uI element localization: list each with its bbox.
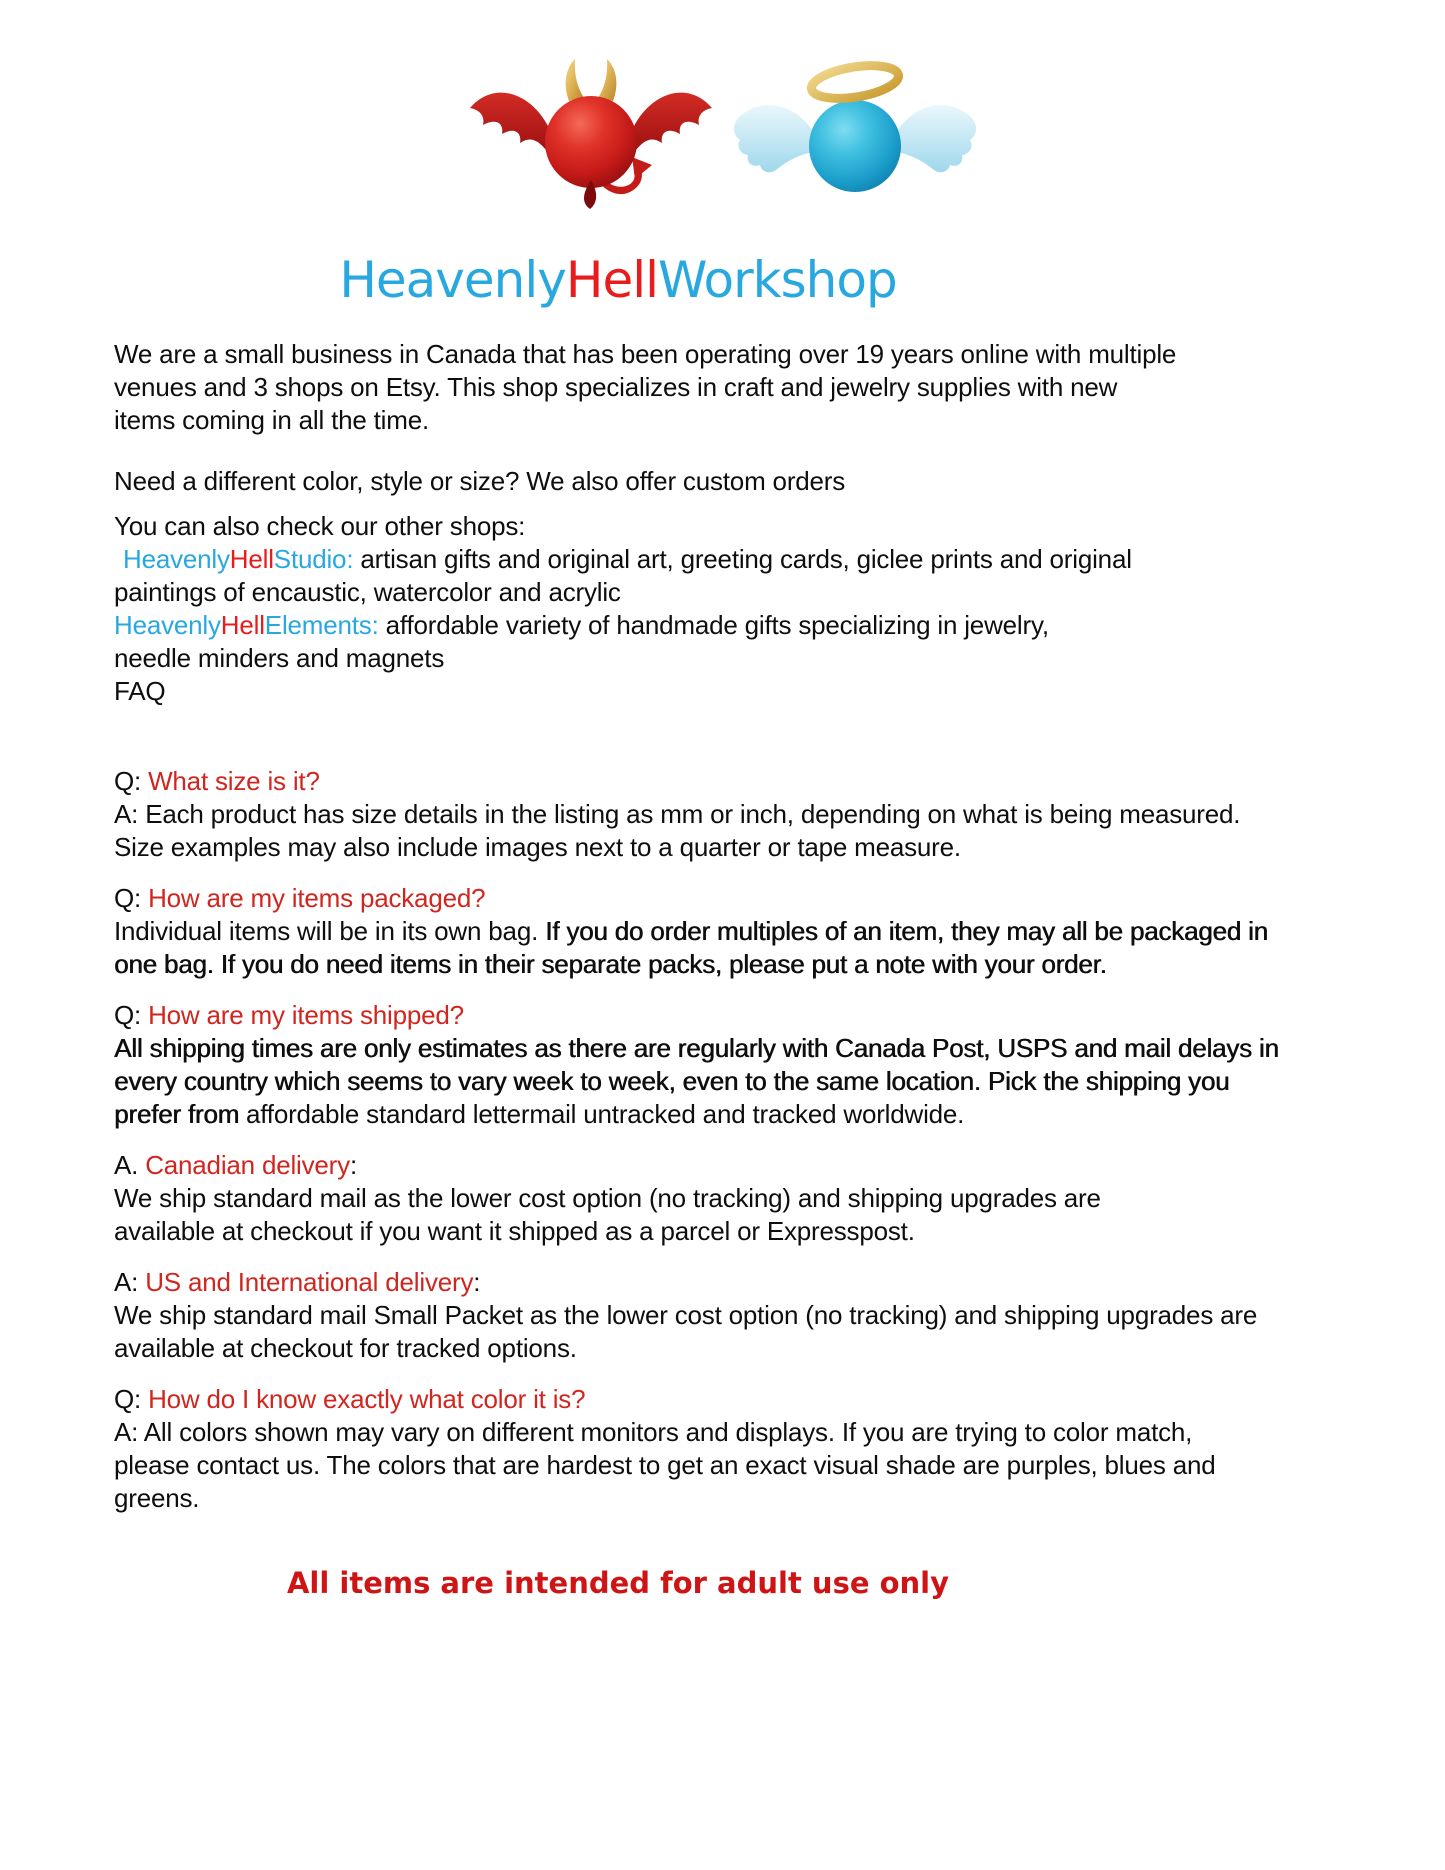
faq-item-us-international-delivery [114,1266,1354,1365]
faq-question: Q: How are my items shipped? [114,1000,464,1030]
intro-line: items coming in all the time. [114,405,429,435]
shop-link-studio[interactable]: HeavenlyHellStudio: [123,544,354,574]
faq-answer-line: We ship standard mail Small Packet as the lower cost option (no tracking) and shipping upgrades are [114,1300,1258,1330]
faq-answer-line: prefer from affordable standard lettermail untracked and tracked worldwide. [114,1099,965,1129]
faq-answer-line: available at checkout if you want it shipped as a parcel or Expresspost. [114,1216,915,1246]
faq-question: A. Canadian delivery: [114,1150,357,1180]
faq-answer-line: greens. [114,1483,200,1513]
faq-question: Q: How are my items packaged? [114,883,486,913]
faq-question: Q: What size is it? [114,766,320,796]
faq-question: A: US and International delivery: [114,1267,481,1297]
faq-answer-line: We ship standard mail as the lower cost option (no tracking) and shipping upgrades are [114,1183,1101,1213]
adult-use-notice: All items are intended for adult use only [286,1566,950,1600]
faq-item-packaging [114,882,1354,981]
shop-link-elements[interactable]: HeavenlyHellElements: [114,610,379,640]
faq-answer-line: every country which seems to vary week to week, even to the same location. Pick the shipping you [114,1066,1230,1096]
other-shops-heading: You can also check our other shops: [114,511,526,541]
faq-item-color [114,1383,1354,1515]
devil-icon [466,54,716,209]
shop-line-elements [114,609,1354,642]
faq-answer-line: A: All colors shown may vary on different monitors and displays. If you are trying to color match, [114,1417,1193,1447]
intro-paragraph [114,338,1354,437]
intro-line: We are a small business in Canada that has been operating over 19 years online with multiple [114,339,1177,369]
faq-item-shipping [114,999,1354,1131]
faq-answer-line: one bag. If you do need items in their separate packs, please put a note with your order. [114,949,1107,979]
faq-label: FAQ [114,676,166,706]
custom-orders-paragraph: Need a different color, style or size? We also offer custom orders [114,466,846,496]
faq-question: Q: How do I know exactly what color it is? [114,1384,586,1414]
shop-line-studio [114,543,1354,576]
title-workshop: Workshop [658,251,897,309]
title-heavenly: Heavenly [339,251,566,309]
shop-studio-desc: artisan gifts and original art, greeting cards, giclee prints and original [353,544,1132,574]
faq-answer-line: Individual items will be in its own bag. If you do order multiples of an item, they may all be packaged in [114,916,1268,946]
shop-logo [0,52,1445,210]
faq-item-size [114,765,1354,864]
faq-answer-line: available at checkout for tracked options. [114,1333,577,1363]
page-title [113,250,1123,310]
angel-icon [730,54,980,209]
intro-line: venues and 3 shops on Etsy. This shop specializes in craft and jewelry supplies with new [114,372,1118,402]
shop-elements-desc: affordable variety of handmade gifts specializing in jewelry, [378,610,1049,640]
faq-answer-line: Size examples may also include images next to a quarter or tape measure. [114,832,961,862]
faq-item-canadian-delivery [114,1149,1354,1248]
title-hell: Hell [565,251,658,309]
faq-answer-line: please contact us. The colors that are hardest to get an exact visual shade are purples, blues and [114,1450,1216,1480]
shop-studio-desc-line2: paintings of encaustic, watercolor and acrylic [114,577,621,607]
faq-answer-line: A: Each product has size details in the listing as mm or inch, depending on what is being measured. [114,799,1241,829]
faq-answer-line: All shipping times are only estimates as there are regularly with Canada Post, USPS and mail delays in [114,1033,1279,1063]
shop-elements-desc-line2: needle minders and magnets [114,643,445,673]
other-shops-section [114,510,1354,708]
